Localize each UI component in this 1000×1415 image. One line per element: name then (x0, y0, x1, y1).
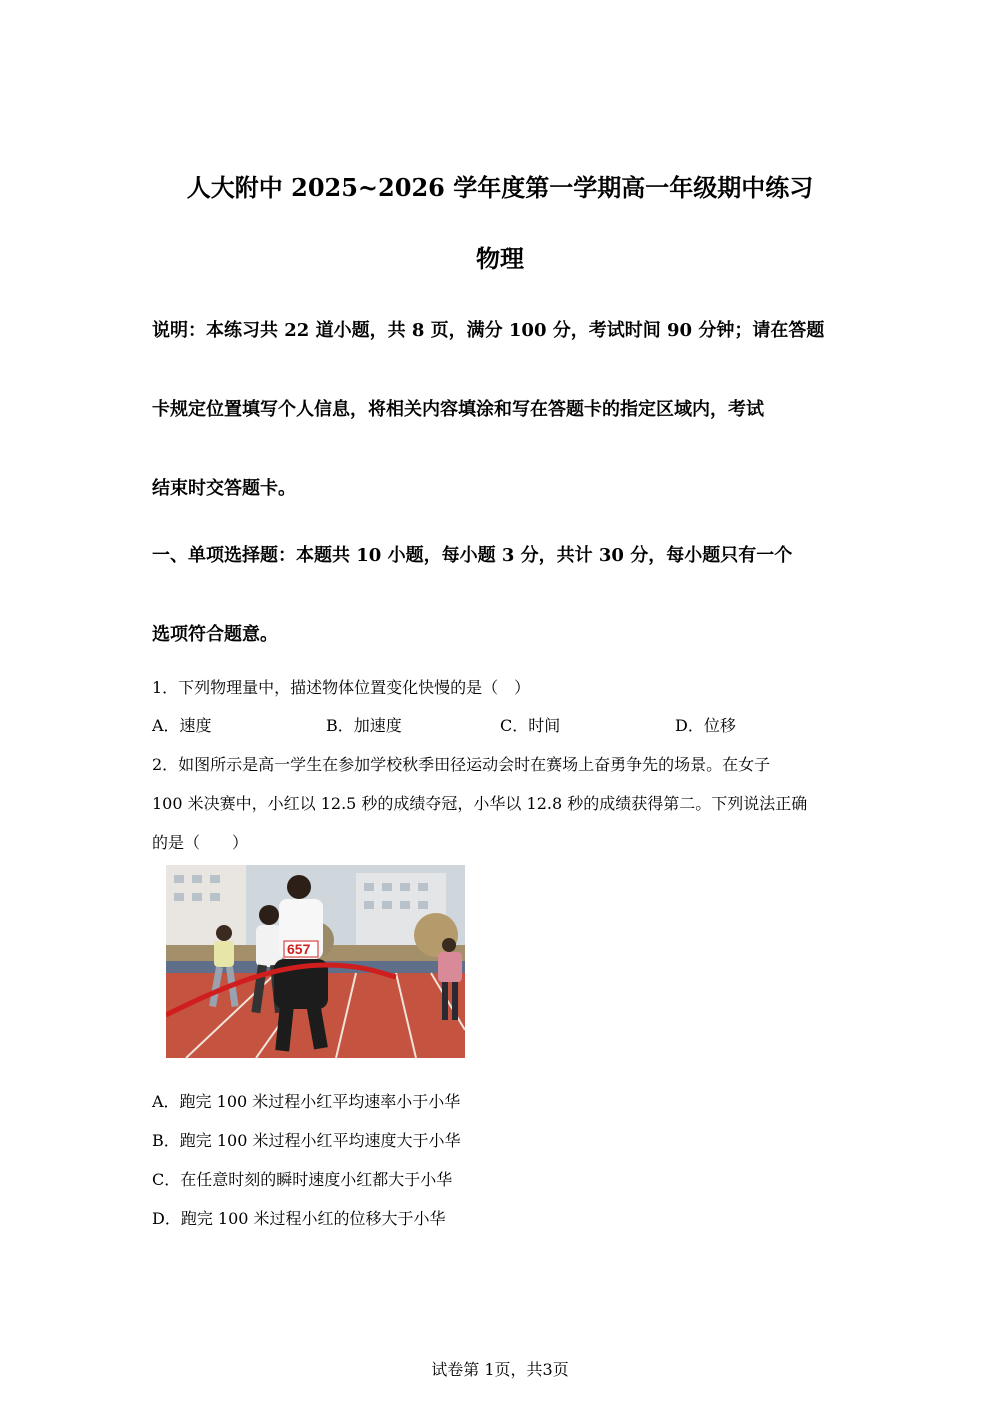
question-2-option-b: B．跑完 100 米过程小红平均速度大于小华 (152, 1131, 461, 1150)
question-1-option-a: A．速度 (152, 716, 212, 735)
question-2-option-a: A．跑完 100 米过程小红平均速率小于小华 (152, 1092, 461, 1111)
question-1-option-c: C．时间 (500, 716, 561, 735)
question-1-stem: 1．下列物理量中，描述物体位置变化快慢的是（ ） (152, 678, 531, 697)
instructions-line-2: 卡规定位置填写个人信息，将相关内容填涂和写在答题卡的指定区域内，考试 (152, 399, 764, 420)
question-2-option-c: C．在任意时刻的瞬时速度小红都大于小华 (152, 1170, 453, 1189)
question-2-option-d: D．跑完 100 米过程小红的位移大于小华 (152, 1209, 446, 1228)
question-1-option-b: B．加速度 (326, 716, 402, 735)
instructions-line-1: 说明：本练习共 22 道小题，共 8 页，满分 100 分，考试时间 90 分钟；请在答题 (152, 320, 825, 341)
question-1-option-d: D．位移 (675, 716, 736, 735)
section-heading-line-1: 一、单项选择题：本题共 10 小题，每小题 3 分，共计 30 分，每小题只有一个 (152, 545, 793, 566)
section-heading-line-2: 选项符合题意。 (152, 624, 278, 645)
question-2-stem-line-1: 2．如图所示是高一学生在参加学校秋季田径运动会时在赛场上奋勇争先的场景。在女子 (152, 755, 771, 774)
exam-title: 人大附中 2025~2026 学年度第一学期高一年级期中练习 (186, 173, 814, 202)
question-2-stem-line-3: 的是（ ） (152, 833, 249, 852)
instructions-line-3: 结束时交答题卡。 (152, 478, 296, 499)
page-footer: 试卷第 1页，共3页 (431, 1360, 569, 1379)
race-bib-number: 657 (287, 941, 311, 957)
track-race-photo (166, 865, 465, 1058)
subject-title: 物理 (476, 244, 524, 273)
question-2-stem-line-2: 100 米决赛中，小红以 12.5 秒的成绩夺冠，小华以 12.8 秒的成绩获得第二。下列说法正确 (152, 794, 808, 813)
